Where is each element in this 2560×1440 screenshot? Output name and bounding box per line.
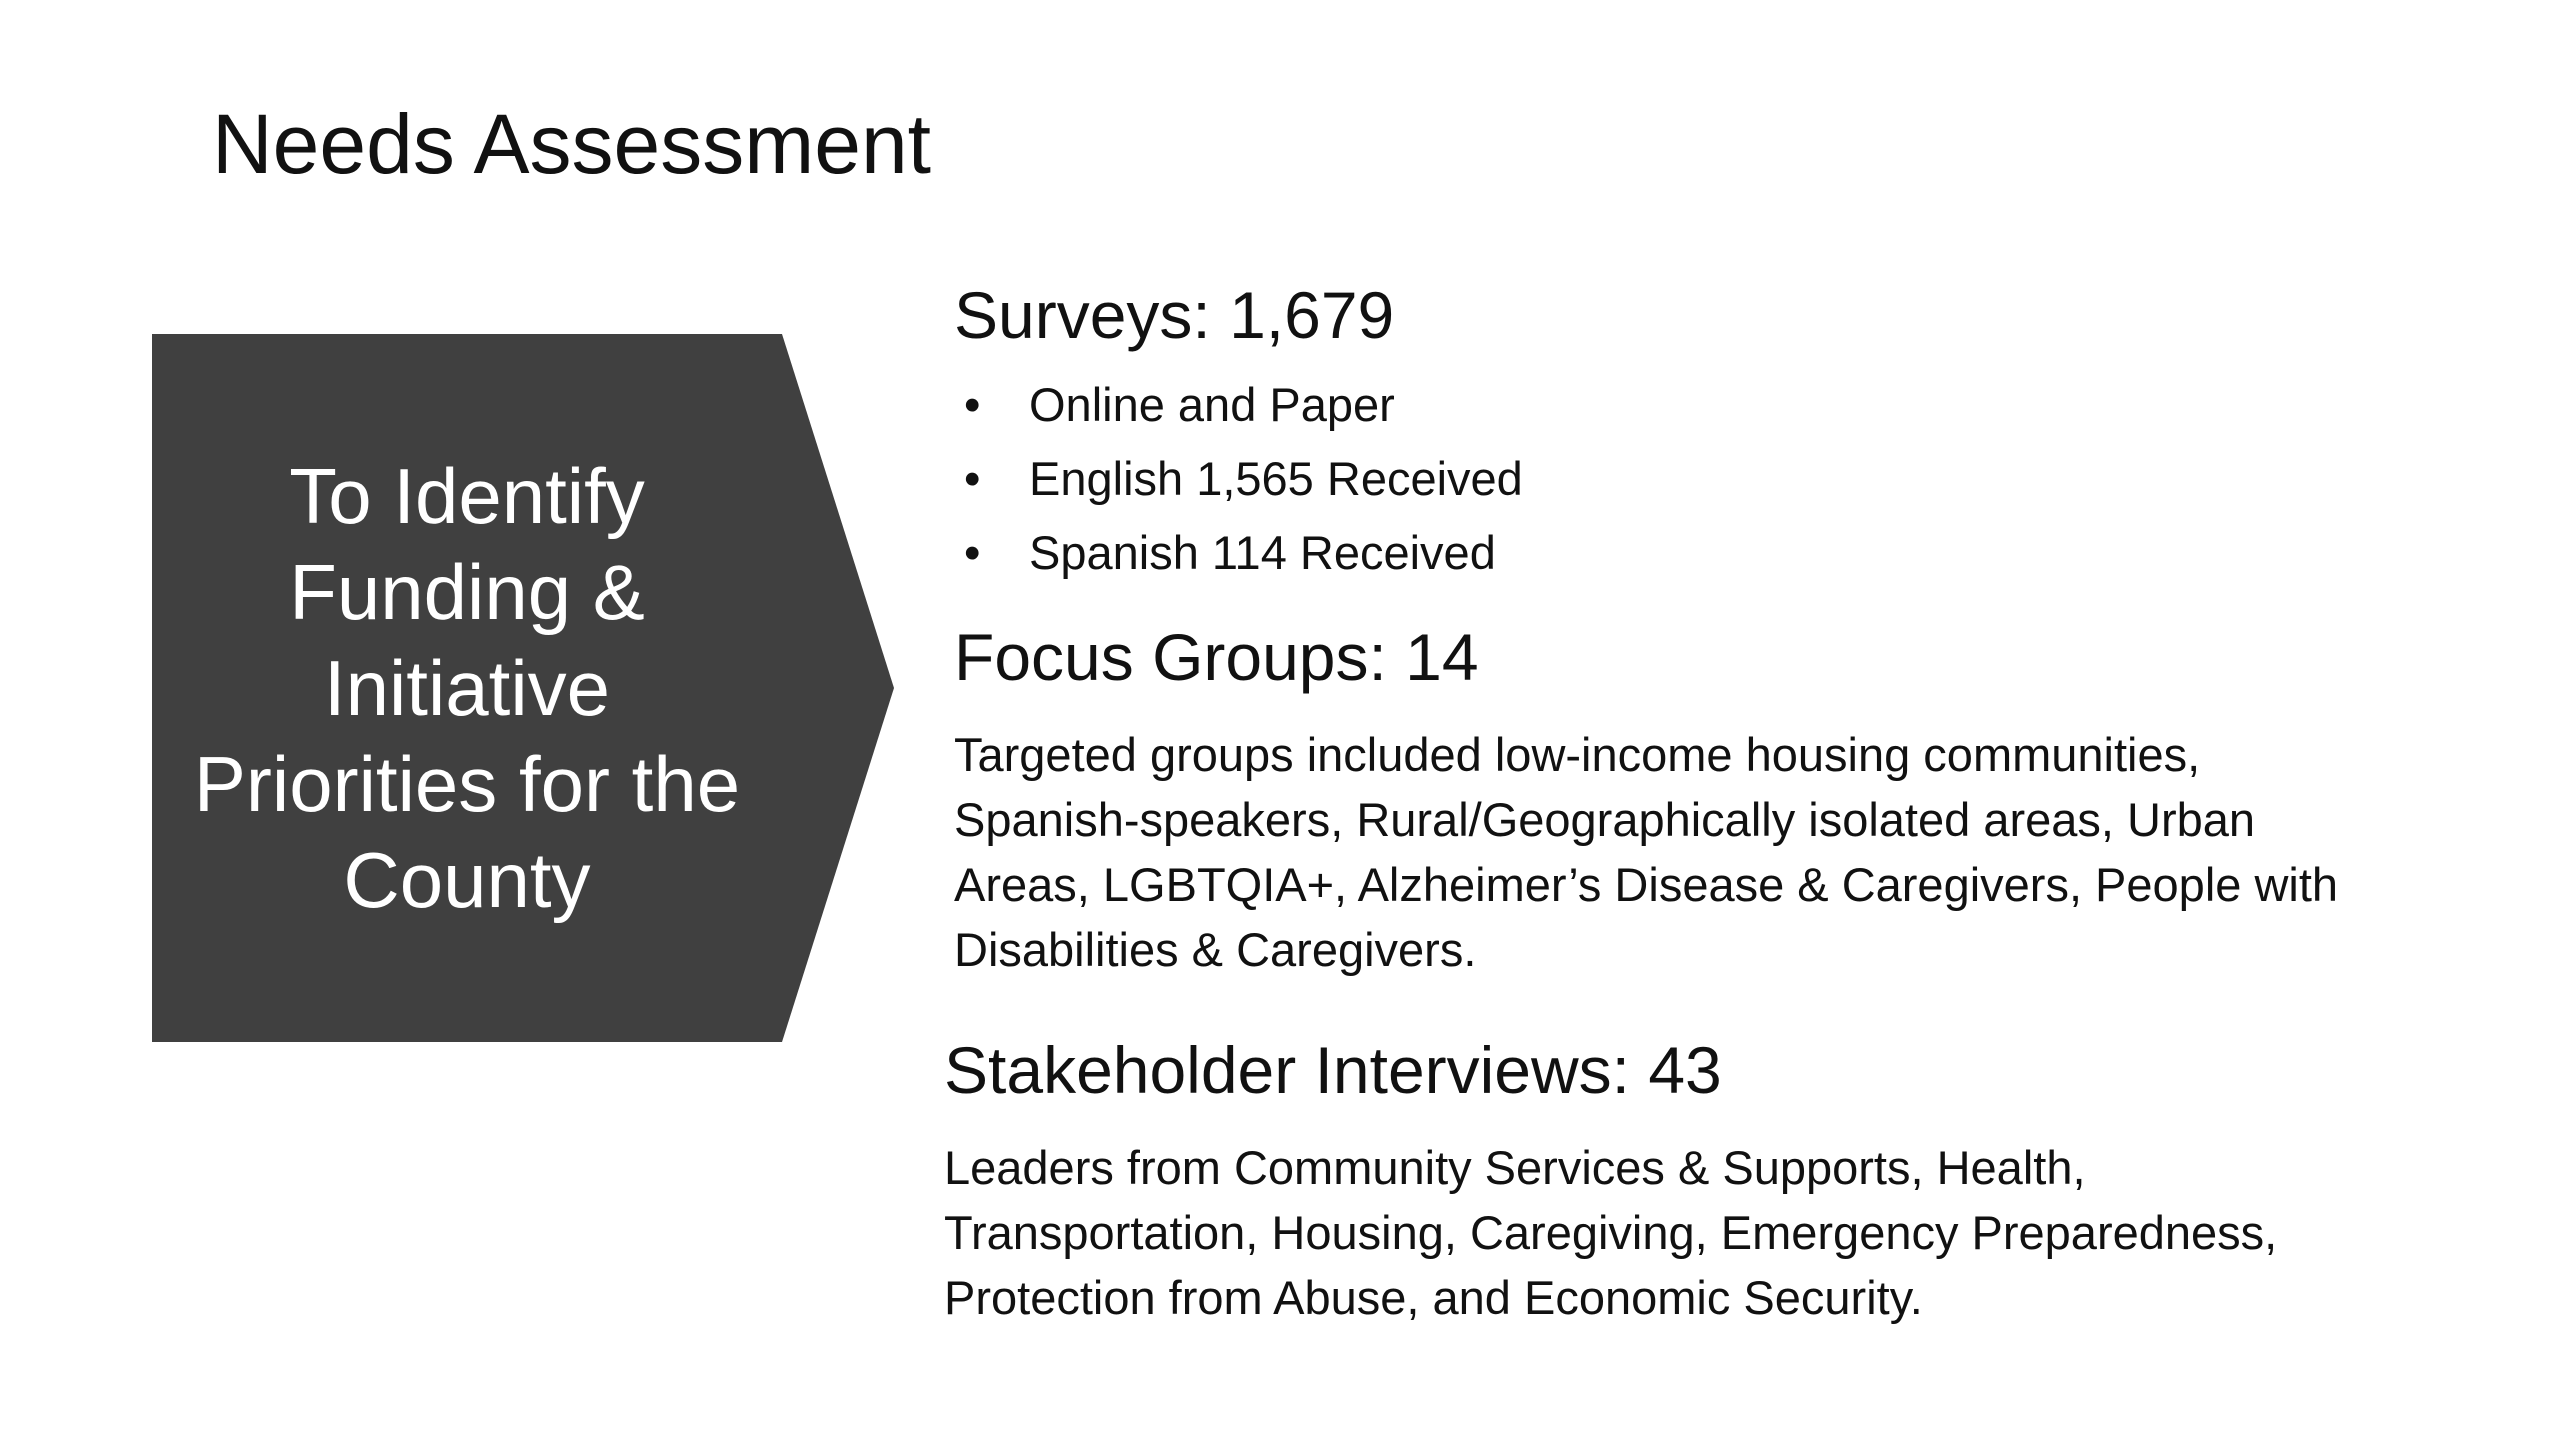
surveys-section [954,278,1523,590]
stakeholder-interviews-section [944,1033,2354,1330]
surveys-bullet-list [954,368,1523,590]
bullet-text: Spanish 114 Received [1029,525,1496,579]
bullet-icon: • [964,525,981,579]
focus-groups-section [954,620,2354,982]
arrow-shape [152,334,894,1042]
focus-groups-text: Targeted groups included low-income housing communities, Spanish-speakers, Rural/Geographically isolated areas, Urban Areas, LGBTQIA+, Alzheimer’s Disease & Caregivers, People with Disabilities & Caregivers. [954,727,2339,976]
list-item [954,516,1523,590]
arrow-text: To Identify Funding & Initiative Priorities for the County [193,452,741,924]
slide-title: Needs Assessment [212,97,932,191]
surveys-heading: Surveys: 1,679 [954,278,1395,352]
focus-groups-heading: Focus Groups: 14 [954,620,1479,694]
stakeholder-interviews-heading: Stakeholder Interviews: 43 [944,1033,1722,1107]
stakeholder-interviews-text: Leaders from Community Services & Supports, Health, Transportation, Housing, Caregiving, Emergency Preparedness, Protection from Abuse, and Economic Security. [944,1140,2278,1324]
list-item [954,442,1523,516]
bullet-icon: • [964,451,981,505]
bullet-text: English 1,565 Received [1029,451,1523,505]
list-item [954,368,1523,442]
bullet-text: Online and Paper [1029,377,1395,431]
bullet-icon: • [964,377,981,431]
